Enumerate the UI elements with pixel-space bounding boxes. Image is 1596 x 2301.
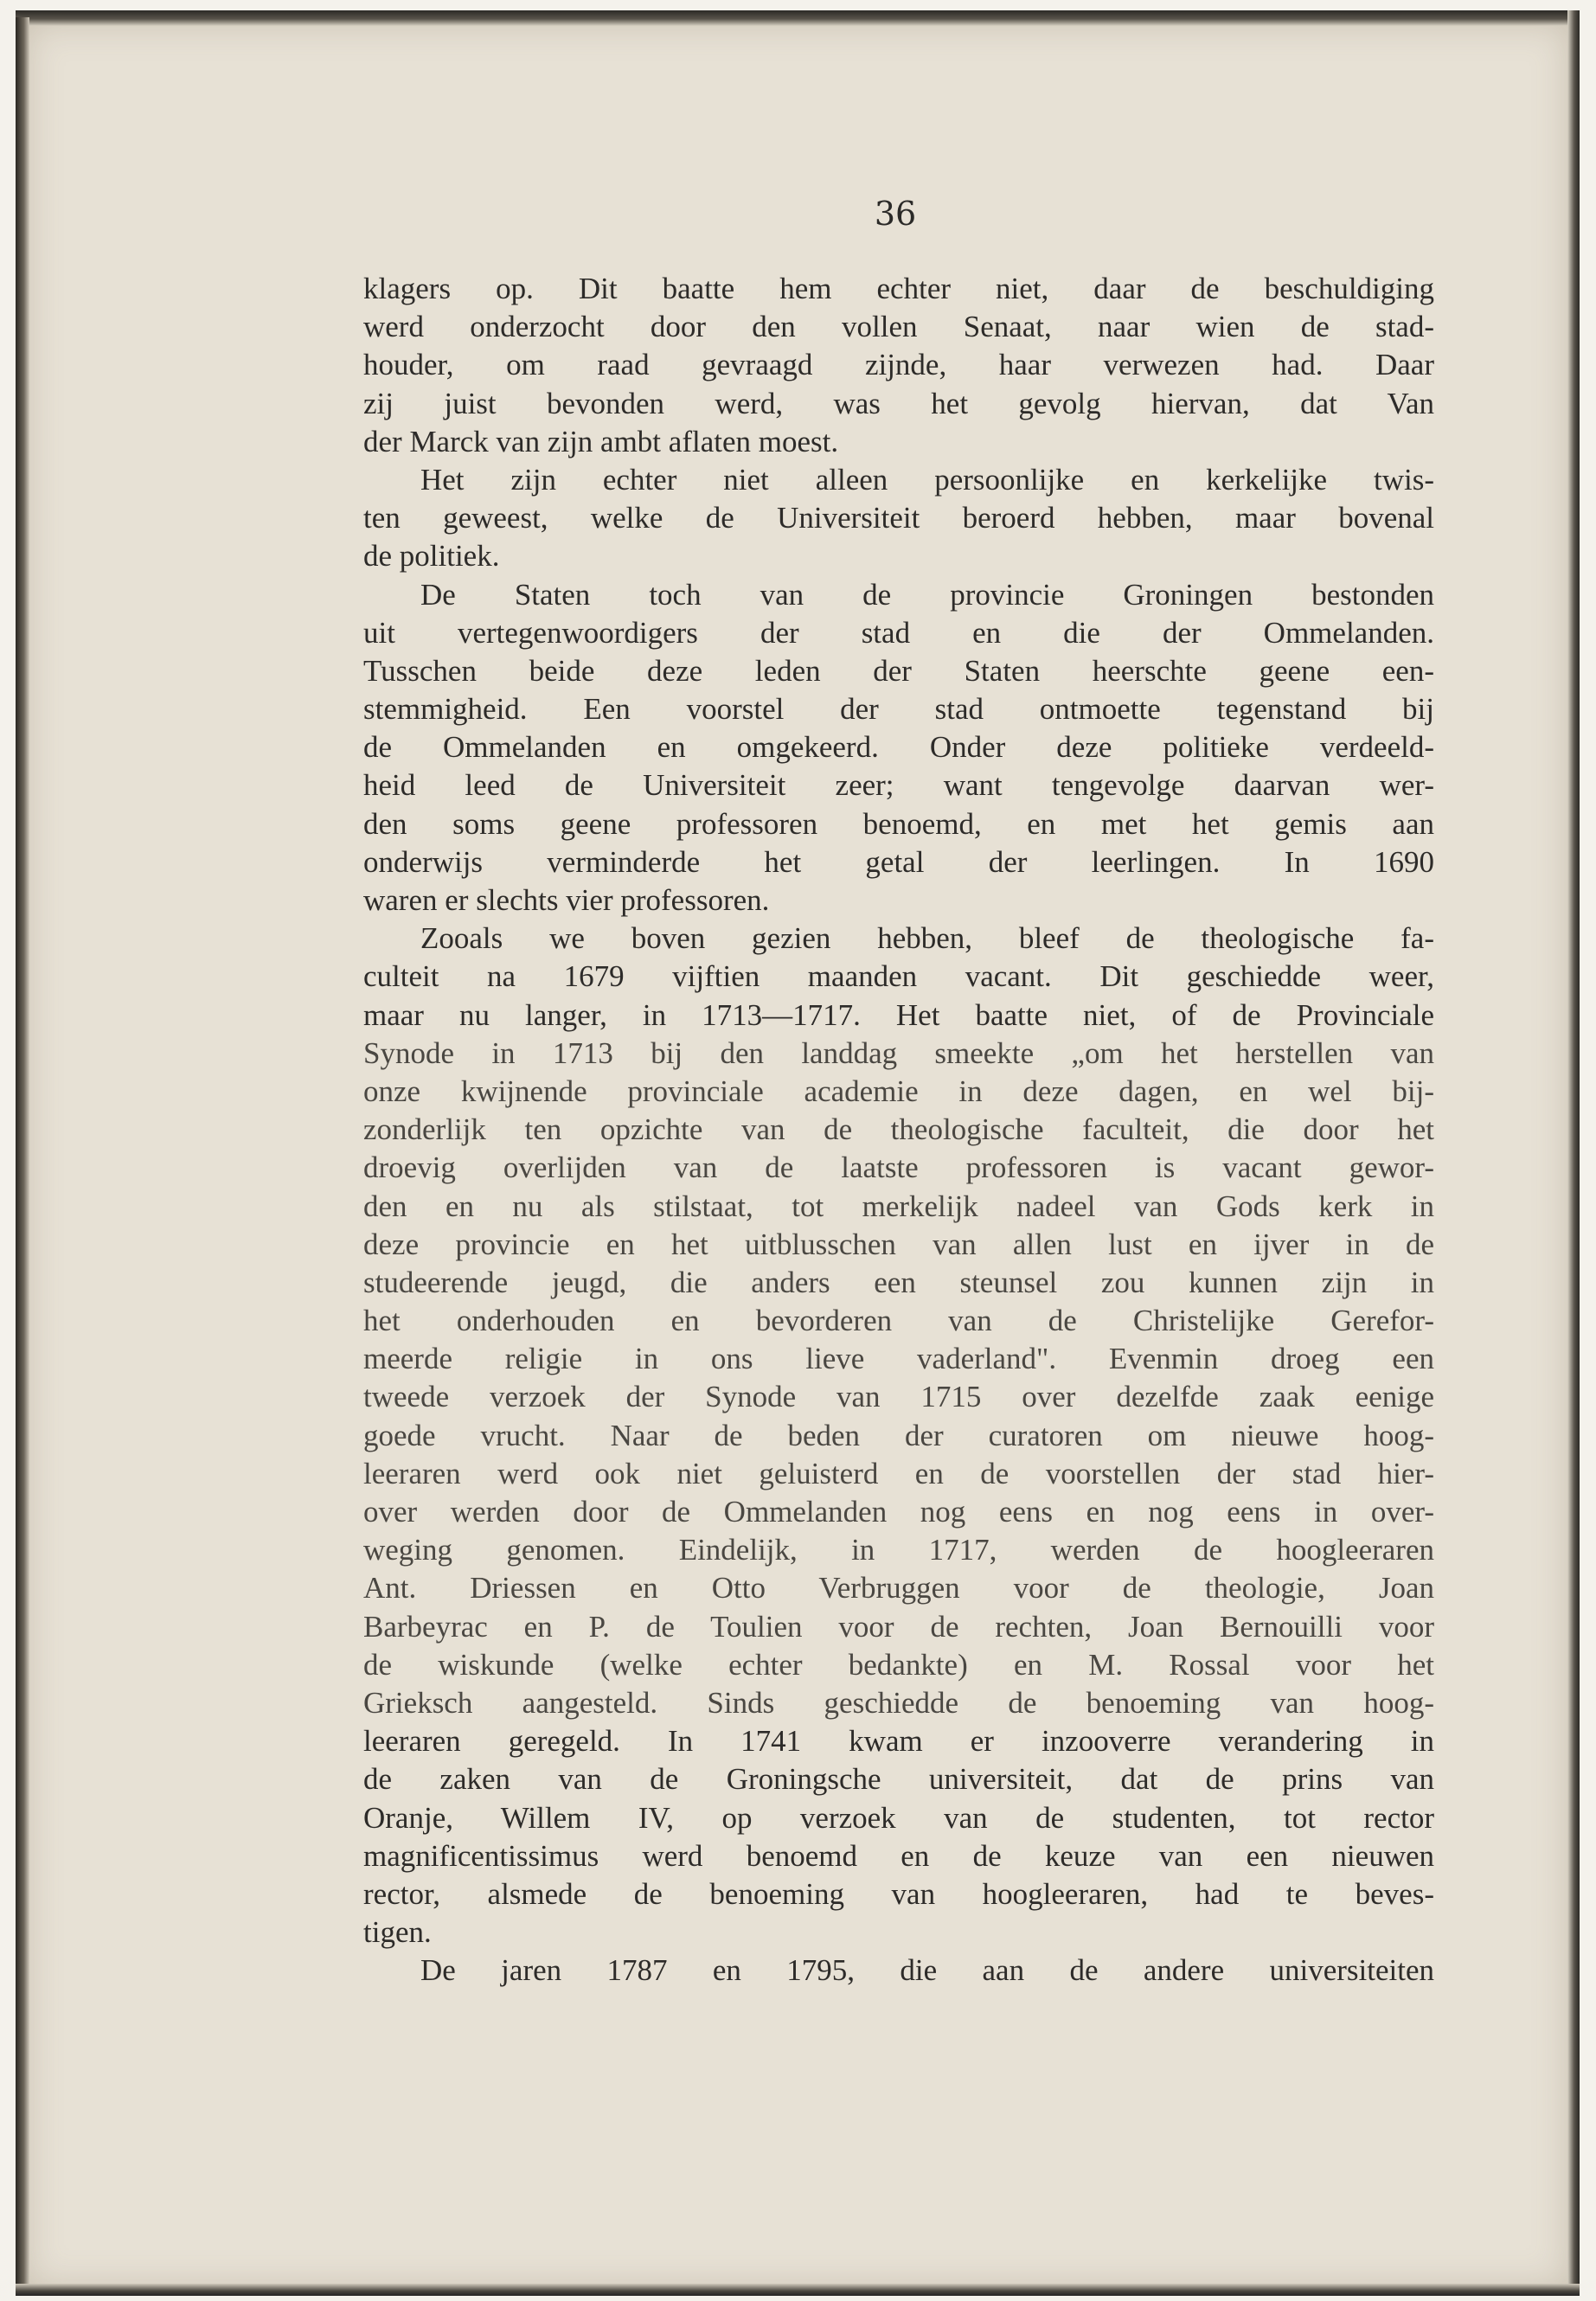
text-line: Het zijn echter niet alleen persoonlijke en kerkelijke twis- xyxy=(420,462,1434,497)
text-line: rector, alsmede de benoeming van hoogleeraren, had te beves- xyxy=(363,1876,1434,1911)
text-line: houder, om raad gevraagd zijnde, haar verwezen had. Daar xyxy=(363,348,1434,382)
page-number: 36 xyxy=(874,195,917,233)
text-line: stemmigheid. Een voorstel der stad ontmoette tegenstand bij xyxy=(363,692,1434,727)
page-edge-top xyxy=(16,10,1573,26)
text-line: de Ommelanden en omgekeerd. Onder deze politieke verdeeld- xyxy=(363,730,1434,765)
text-line: der Marck van zijn ambt aflaten moest. xyxy=(363,424,839,458)
text-line: studeerende jeugd, die anders een steunsel zou kunnen zijn in xyxy=(363,1265,1434,1299)
text-line: ten geweest, welke de Universiteit beroerd hebben, maar bovenal xyxy=(363,501,1434,535)
text-line: Barbeyrac en P. de Toulien voor de rechten, Joan Bernouilli voor xyxy=(363,1609,1434,1644)
text-line: tweede verzoek der Synode van 1715 over dezelfde zaak eenige xyxy=(363,1380,1434,1414)
text-line: meerde religie in ons lieve vaderland". Evenmin droeg een xyxy=(363,1342,1434,1376)
text-line: klagers op. Dit baatte hem echter niet, daar de beschuldiging xyxy=(363,272,1434,305)
text-line: maar nu langer, in 1713—1717. Het baatte niet, of de Provinciale xyxy=(363,997,1434,1032)
page-edge-right xyxy=(1567,10,1580,2290)
text-line: Zooals we boven gezien hebben, bleef de theologische fa- xyxy=(420,921,1434,956)
text-line: waren er slechts vier professoren. xyxy=(363,883,770,917)
text-line: tigen. xyxy=(363,1915,432,1950)
text-line: De Staten toch van de provincie Groningen bestonden xyxy=(420,577,1434,612)
text-line: de zaken van de Groningsche universiteit, dat de prins van xyxy=(363,1762,1434,1797)
text-line: zonderlijk ten opzichte van de theologische faculteit, die door het xyxy=(363,1112,1434,1147)
text-line: deze provincie en het uitblusschen van allen lust en ijver in de xyxy=(363,1227,1434,1261)
text-line: Synode in 1713 bij den landdag smeekte „om het herstellen van xyxy=(363,1035,1434,1070)
text-line: onze kwijnende provinciale academie in deze dagen, en wel bij- xyxy=(363,1074,1434,1108)
text-line: over werden door de Ommelanden nog eens en nog eens in over- xyxy=(363,1495,1434,1529)
text-line: magnificentissimus werd benoemd en de keuze van een nieuwen xyxy=(363,1838,1434,1873)
page-edge-left xyxy=(16,17,29,2284)
text-line: Ant. Driessen en Otto Verbruggen voor de theologie, Joan xyxy=(363,1571,1434,1606)
body-text xyxy=(363,270,1434,1990)
text-line: het onderhouden en bevorderen van de Christelijke Gerefor- xyxy=(363,1304,1434,1338)
text-line: zij juist bevonden werd, was het gevolg hiervan, dat Van xyxy=(363,386,1434,420)
text-line: den en nu als stilstaat, tot merkelijk nadeel van Gods kerk in xyxy=(363,1189,1434,1223)
text-line: Tusschen beide deze leden der Staten heerschte geene een- xyxy=(363,653,1434,688)
text-line: onderwijs verminderde het getal der leerlingen. In 1690 xyxy=(363,844,1434,879)
text-line: uit vertegenwoordigers der stad en die der Ommelanden. xyxy=(363,615,1434,650)
text-line: leeraren geregeld. In 1741 kwam er inzooverre verandering in xyxy=(363,1724,1434,1759)
text-line: werd onderzocht door den vollen Senaat, naar wien de stad- xyxy=(363,310,1434,344)
page-edge-bottom xyxy=(16,2284,1580,2296)
text-line: culteit na 1679 vijftien maanden vacant. Dit geschiedde weer, xyxy=(363,959,1434,994)
text-line: goede vrucht. Naar de beden der curatoren om nieuwe hoog- xyxy=(363,1418,1434,1452)
text-line: droevig overlijden van de laatste professoren is vacant gewor- xyxy=(363,1150,1434,1185)
text-line: De jaren 1787 en 1795, die aan de andere universiteiten xyxy=(420,1953,1434,1988)
text-line: weging genomen. Eindelijk, in 1717, werden de hoogleeraren xyxy=(363,1533,1434,1567)
text-line: heid leed de Universiteit zeer; want tengevolge daarvan wer- xyxy=(363,768,1434,803)
text-line: den soms geene professoren benoemd, en met het gemis aan xyxy=(363,806,1434,841)
text-line: de politiek. xyxy=(363,539,500,574)
text-line: leeraren werd ook niet geluisterd en de voorstellen der stad hier- xyxy=(363,1456,1434,1490)
text-line: de wiskunde (welke echter bedankte) en M. Rossal voor het xyxy=(363,1647,1434,1682)
text-line: Grieksch aangesteld. Sinds geschiedde de benoeming van hoog- xyxy=(363,1685,1434,1720)
text-line: Oranje, Willem IV, op verzoek van de studenten, tot rector xyxy=(363,1800,1434,1835)
